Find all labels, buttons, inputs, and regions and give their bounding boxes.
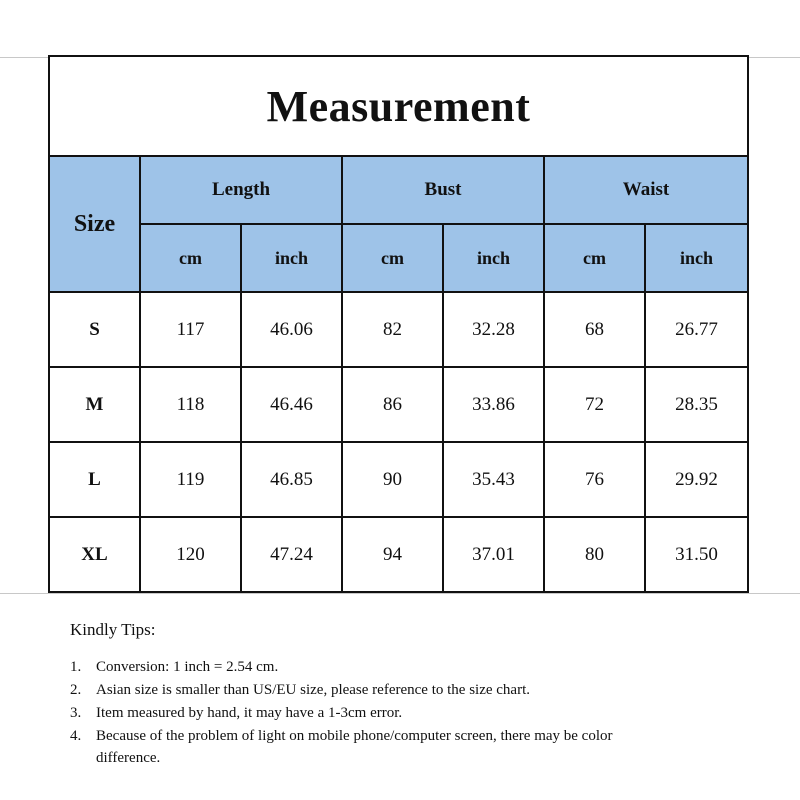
tip-text: Asian size is smaller than US/EU size, please reference to the size chart. (96, 682, 530, 698)
group-header-length: Length (140, 156, 342, 224)
value-cell: 120 (140, 517, 241, 592)
value-cell: 28.35 (645, 367, 748, 442)
value-cell: 31.50 (645, 517, 748, 592)
unit-header: inch (241, 224, 342, 292)
tip-number: 3. (70, 705, 82, 721)
tip-number: 4. (70, 728, 82, 744)
bottom-divider (0, 593, 800, 594)
value-cell: 86 (342, 367, 443, 442)
tip-item (70, 725, 770, 769)
tip-text: Item measured by hand, it may have a 1-3cm error. (96, 705, 403, 721)
tips-title: Kindly Tips: (70, 620, 156, 639)
tip-item (70, 679, 770, 701)
value-cell: 35.43 (443, 442, 544, 517)
tips-list (70, 656, 770, 769)
value-cell: 117 (140, 292, 241, 367)
unit-header: inch (443, 224, 544, 292)
size-cell: S (49, 292, 140, 367)
tip-item (70, 656, 770, 678)
tips-section (70, 620, 770, 770)
value-cell: 26.77 (645, 292, 748, 367)
header-group-row (49, 156, 748, 224)
table-row (49, 367, 748, 442)
header-unit-row (49, 224, 748, 292)
table-row (49, 442, 748, 517)
table-row (49, 517, 748, 592)
value-cell: 118 (140, 367, 241, 442)
unit-header: cm (140, 224, 241, 292)
group-header-waist: Waist (544, 156, 748, 224)
table-row (49, 292, 748, 367)
value-cell: 119 (140, 442, 241, 517)
value-cell: 76 (544, 442, 645, 517)
unit-header: cm (544, 224, 645, 292)
value-cell: 72 (544, 367, 645, 442)
value-cell: 68 (544, 292, 645, 367)
tip-number: 1. (70, 659, 82, 675)
size-cell: M (49, 367, 140, 442)
value-cell: 33.86 (443, 367, 544, 442)
value-cell: 47.24 (241, 517, 342, 592)
value-cell: 46.85 (241, 442, 342, 517)
value-cell: 82 (342, 292, 443, 367)
size-chart-table (48, 155, 749, 593)
size-cell: XL (49, 517, 140, 592)
unit-header: inch (645, 224, 748, 292)
tip-text: Because of the problem of light on mobile phone/computer screen, there may be color difference. (96, 728, 613, 766)
value-cell: 46.06 (241, 292, 342, 367)
tip-item (70, 702, 770, 724)
value-cell: 29.92 (645, 442, 748, 517)
group-header-bust: Bust (342, 156, 544, 224)
size-cell: L (49, 442, 140, 517)
value-cell: 90 (342, 442, 443, 517)
value-cell: 80 (544, 517, 645, 592)
value-cell: 94 (342, 517, 443, 592)
size-header: Size (49, 156, 140, 292)
tip-text: Conversion: 1 inch = 2.54 cm. (96, 659, 279, 675)
value-cell: 37.01 (443, 517, 544, 592)
title-box (48, 55, 749, 156)
value-cell: 46.46 (241, 367, 342, 442)
unit-header: cm (342, 224, 443, 292)
page-title: Measurement (266, 82, 531, 131)
value-cell: 32.28 (443, 292, 544, 367)
tip-number: 2. (70, 682, 82, 698)
